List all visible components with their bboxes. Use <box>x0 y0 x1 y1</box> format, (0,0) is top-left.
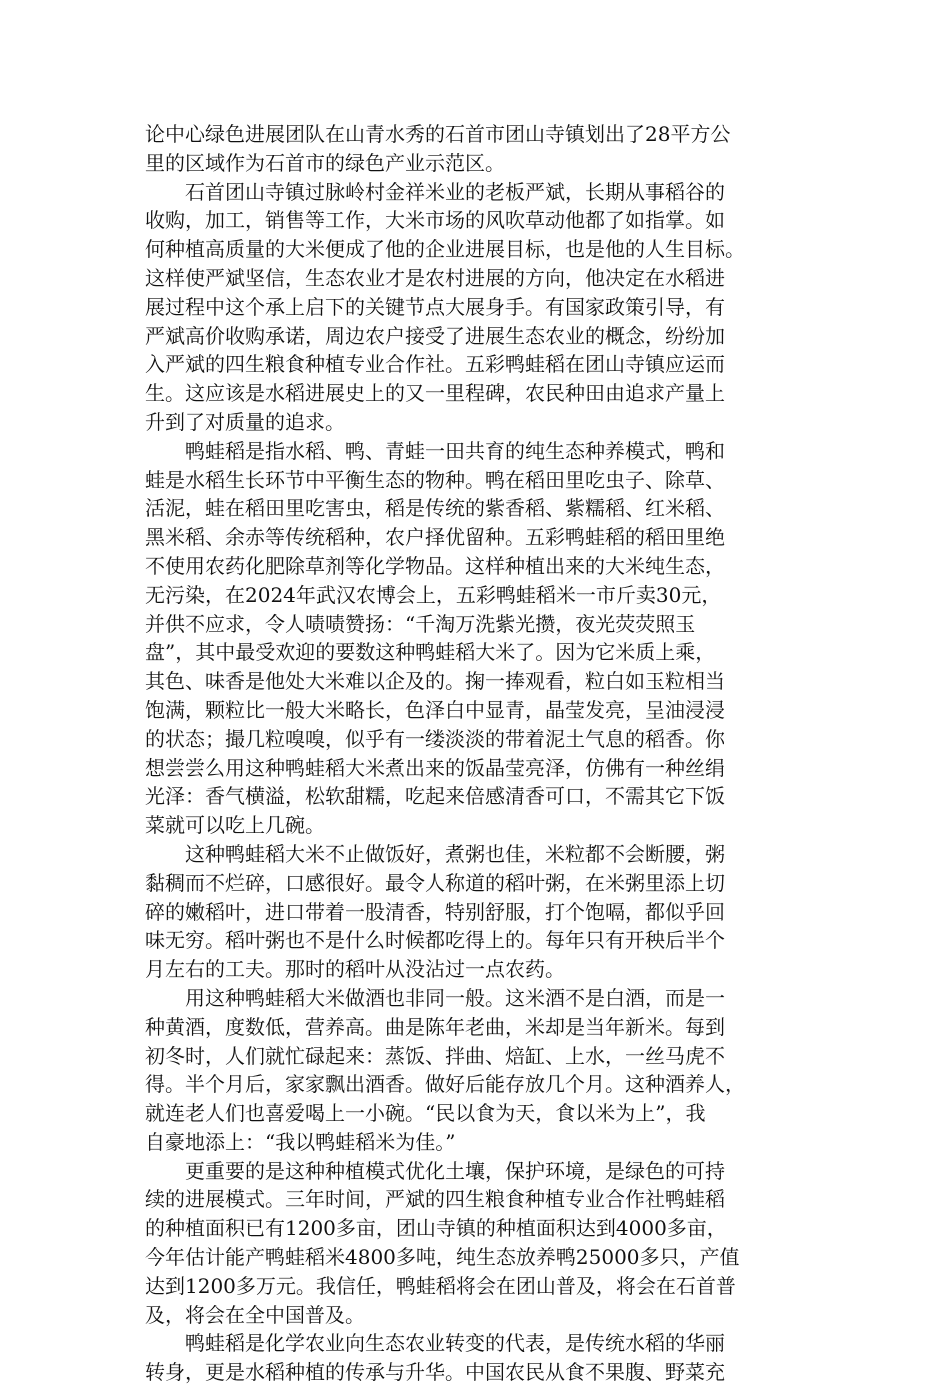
text-line: 升到了对质量的追求。 <box>145 409 345 434</box>
text-line: 严斌高价收购承诺，周边农户接受了进展生态农业的概念，纷纷加 <box>145 323 725 348</box>
text-line: 盘”，其中最受欢迎的要数这种鸭蛙稻大米了。因为它米质上乘， <box>145 640 716 665</box>
text-line: 并供不应求，令人啧啧赞扬：“千淘万洗紫光攒，夜光荧荧照玉 <box>145 611 696 636</box>
text-line: 碎的嫩稻叶，进口带着一股清香，特别舒服，打个饱嗝，都似乎回 <box>145 899 725 924</box>
text-line: 入严斌的四生粮食种植专业合作社。五彩鸭蛙稻在团山寺镇应运而 <box>145 352 725 377</box>
text-line: 何种植高质量的大米便成了他的企业进展目标，也是他的人生目标。 <box>145 237 745 262</box>
text-line: 无污染，在2024年武汉农博会上，五彩鸭蛙稻米一市斤卖30元， <box>145 582 722 607</box>
text-line: 想尝尝么用这种鸭蛙稻大米煮出来的饭晶莹亮泽，仿佛有一种丝绢 <box>145 755 725 780</box>
text-line: 这样使严斌坚信，生态农业才是农村进展的方向，他决定在水稻进 <box>145 265 725 290</box>
text-line: 里的区域作为石首市的绿色产业示范区。 <box>145 150 505 175</box>
text-line: 黑米稻、余赤等传统稻种，农户择优留种。五彩鸭蛙稻的稻田里绝 <box>145 525 725 550</box>
document-body <box>145 120 810 1387</box>
paragraph-first-line: 鸭蛙稻是化学农业向生态农业转变的代表，是传统水稻的华丽 <box>185 1331 725 1356</box>
text-line: 黏稠而不烂碎，口感很好。最令人称道的稻叶粥，在米粥里添上切 <box>145 870 725 895</box>
text-line: 得。半个月后，家家飘出酒香。做好后能存放几个月。这种酒养人， <box>145 1072 745 1097</box>
paragraph-first-line: 更重要的是这种种植模式优化土壤，保护环境，是绿色的可持 <box>185 1158 725 1183</box>
paragraph-first-line: 这种鸭蛙稻大米不止做饭好，煮粥也佳，米粒都不会断腰，粥 <box>185 841 725 866</box>
paragraph-first-line: 用这种鸭蛙稻大米做酒也非同一般。这米酒不是白酒，而是一 <box>185 985 725 1010</box>
text-line: 其色、味香是他处大米难以企及的。掬一捧观看，粒白如玉粒相当 <box>145 669 725 694</box>
text-line: 的种植面积已有1200多亩，团山寺镇的种植面积达到4000多亩， <box>145 1216 727 1241</box>
text-line: 的状态；撮几粒嗅嗅，似乎有一缕淡淡的带着泥土气息的稻香。你 <box>145 726 725 751</box>
text-line: 收购，加工，销售等工作，大米市场的风吹草动他都了如指掌。如 <box>145 208 725 233</box>
text-line: 自豪地添上：“我以鸭蛙稻米为佳。” <box>145 1129 456 1154</box>
text-line: 初冬时，人们就忙碌起来：蒸饭、拌曲、焙缸、上水，一丝马虎不 <box>145 1043 725 1068</box>
text-line: 蛙是水稻生长环节中平衡生态的物种。鸭在稻田里吃虫子、除草、 <box>145 467 725 492</box>
text-line: 论中心绿色进展团队在山青水秀的石首市团山寺镇划出了28平方公 <box>145 122 731 146</box>
text-line: 生。这应该是水稻进展史上的又一里程碑，农民种田由追求产量上 <box>145 381 725 406</box>
text-line: 达到1200多万元。我信任，鸭蛙稻将会在团山普及，将会在石首普 <box>145 1273 736 1298</box>
text-line: 及，将会在全中国普及。 <box>145 1302 365 1327</box>
text-line: 今年估计能产鸭蛙稻米4800多吨，纯生态放养鸭25000多只，产值 <box>145 1245 740 1270</box>
text-line: 菜就可以吃上几碗。 <box>145 813 325 838</box>
paragraph-first-line: 鸭蛙稻是指水稻、鸭、青蛙一田共育的纯生态种养模式，鸭和 <box>185 438 725 463</box>
paragraph-first-line: 石首团山寺镇过脉岭村金祥米业的老板严斌，长期从事稻谷的 <box>185 179 725 204</box>
text-line: 种黄酒，度数低，营养高。曲是陈年老曲，米却是当年新米。每到 <box>145 1014 725 1039</box>
text-line: 活泥，蛙在稻田里吃害虫，稻是传统的紫香稻、紫糯稻、红米稻、 <box>145 496 725 521</box>
text-line: 续的进展模式。三年时间，严斌的四生粮食种植专业合作社鸭蛙稻 <box>145 1187 725 1212</box>
text-line: 转身，更是水稻种植的传承与升华。中国农民从食不果腹、野菜充 <box>145 1360 725 1385</box>
text-line: 饱满，颗粒比一般大米略长，色泽白中显青，晶莹发亮，呈油浸浸 <box>145 697 725 722</box>
text-line: 味无穷。稻叶粥也不是什么时候都吃得上的。每年只有开秧后半个 <box>145 928 725 953</box>
text-line: 月左右的工夫。那时的稻叶从没沾过一点农药。 <box>145 957 565 982</box>
text-line: 就连老人们也喜爱喝上一小碗。“民以食为天，食以米为上”，我 <box>145 1101 706 1126</box>
text-line: 光泽：香气横溢，松软甜糯，吃起来倍感清香可口，不需其它下饭 <box>145 784 725 809</box>
text-line: 不使用农药化肥除草剂等化学物品。这样种植出来的大米纯生态， <box>145 553 725 578</box>
text-line: 展过程中这个承上启下的关键节点大展身手。有国家政策引导，有 <box>145 294 725 319</box>
